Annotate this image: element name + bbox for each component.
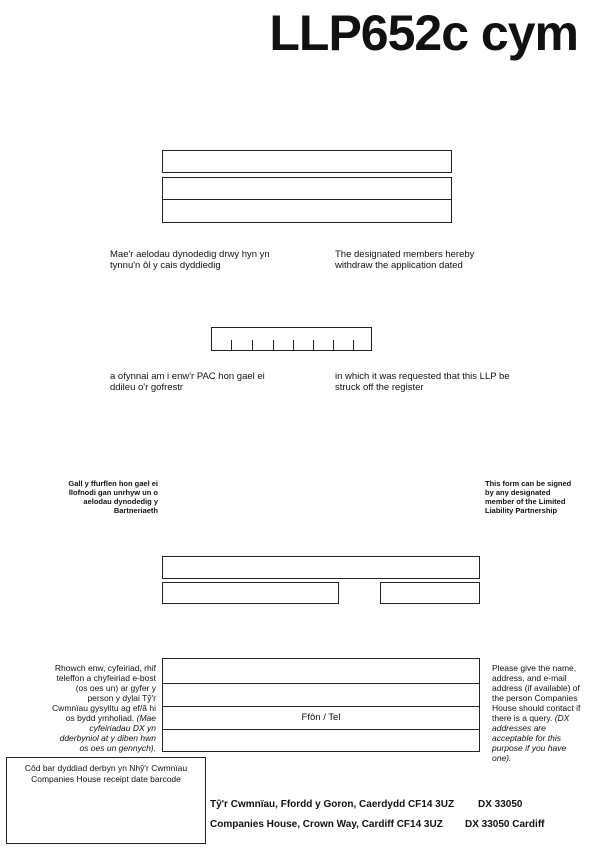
- signature-field[interactable]: [162, 556, 480, 579]
- designation-field[interactable]: [162, 582, 339, 604]
- date-divider: [293, 340, 294, 350]
- contact-note-en-text: Please give the name, address, and e-mail address (if available) of the person Companies House should contact if there is a query.: [492, 663, 581, 723]
- receipt-barcode-box: [6, 757, 206, 844]
- contact-note-cy-text: Rhowch enw, cyfeiriad, rhif teleffon a chyfeiriad e-bost (os oes un) ar gyfer y person y dylai Tŷ'r Cwmnïau gysylltu ag ef/â hi os bydd ymholiad.: [52, 663, 156, 723]
- date-divider: [333, 340, 334, 350]
- application-date-field[interactable]: [211, 327, 372, 351]
- address-en-dx: DX 33050 Cardiff: [465, 819, 545, 830]
- contact-note-en: [492, 663, 584, 763]
- contact-note-en-italic: (DX addresses are acceptable for this purpose if you have one).: [492, 713, 570, 763]
- contact-details-field[interactable]: [162, 658, 480, 752]
- address-cy-dx: DX 33050: [478, 799, 523, 810]
- date-divider: [313, 340, 314, 350]
- withdraw-text-en: The designated members hereby withdraw the application dated: [335, 249, 475, 271]
- contact-note-cy-italic: (Mae cyfeiriadau DX yn dderbyniol at y diben hwn os oes un gennych).: [59, 713, 156, 753]
- receipt-label-en: Companies House receipt date barcode: [31, 774, 181, 784]
- contact-line: [163, 729, 479, 730]
- date-divider: [353, 340, 354, 350]
- date-divider: [273, 340, 274, 350]
- request-text-cy: a ofynnai am i enw'r PAC hon gael ei ddileu o'r gofrestr: [110, 371, 265, 393]
- tel-label: Ffôn / Tel: [301, 712, 341, 723]
- withdraw-text-cy: Mae'r aelodau dynodedig drwy hyn yn tynnu'n ôl y cais dyddiedig: [110, 249, 270, 271]
- llp-name-field[interactable]: [162, 177, 452, 223]
- llp-number-field[interactable]: [162, 150, 452, 173]
- date-divider: [231, 340, 232, 350]
- request-text-en: in which it was requested that this LLP be struck off the register: [335, 371, 510, 393]
- date-divider: [252, 340, 253, 350]
- field-divider: [163, 199, 451, 200]
- contact-note-cy: [50, 663, 156, 753]
- contact-line: [163, 683, 479, 684]
- address-en: Companies House, Crown Way, Cardiff CF14 3UZ: [210, 819, 443, 830]
- date-signed-field[interactable]: [380, 582, 480, 604]
- contact-line: [163, 706, 479, 707]
- address-cy: Tŷ'r Cwmnïau, Ffordd y Goron, Caerdydd CF14 3UZ: [210, 799, 455, 810]
- form-code-title: LLP652c cym: [269, 5, 578, 61]
- signing-note-cy: Gall y ffurflen hon gael ei llofnodi gan unrhyw un o aelodau dynodedig y Bartneriaeth: [68, 479, 158, 515]
- signing-note-en: This form can be signed by any designated member of the Limited Liability Partnership: [485, 479, 572, 515]
- receipt-label-cy: Côd bar dyddiad derbyn yn Nhŷ'r Cwmnïau: [24, 763, 188, 773]
